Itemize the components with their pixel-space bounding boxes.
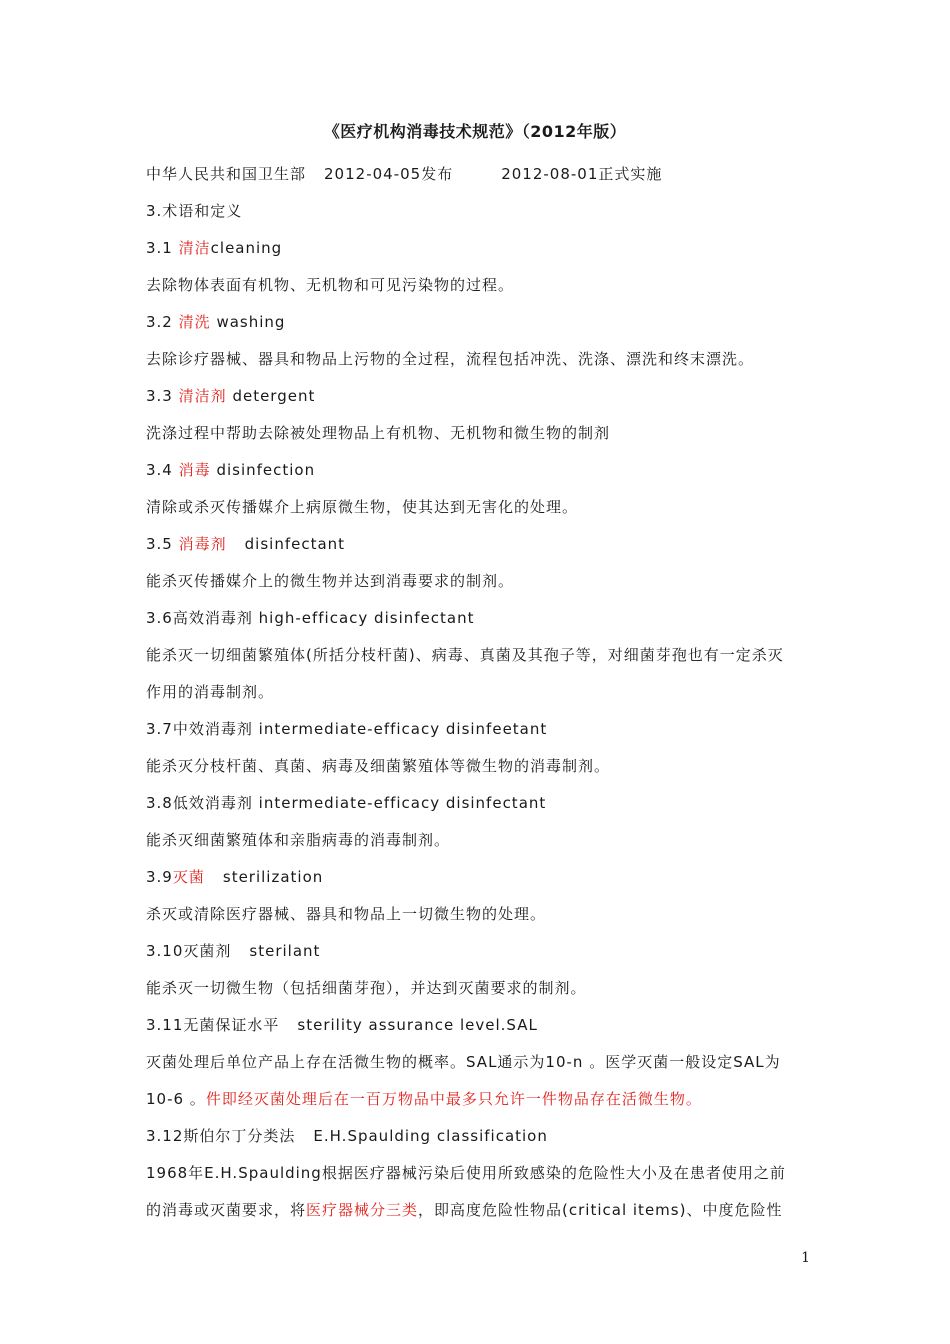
term-heading-3-6: [146, 600, 811, 637]
term-definition-3-8: 能杀灭细菌繁殖体和亲脂病毒的消毒制剂。: [146, 831, 451, 849]
term-heading-3-12: [146, 1118, 811, 1155]
effective-date: 2012-08-01正式实施: [501, 165, 663, 183]
section-heading: 3.术语和定义: [146, 202, 243, 220]
term-name: 消毒: [178, 461, 211, 479]
term-heading-3-7: [146, 711, 811, 748]
term-heading-3-9: [146, 859, 811, 896]
issuer-line: [146, 156, 811, 193]
term-definition-3-10: 能杀灭一切微生物（包括细菌芽孢），并达到灭菌要求的制剂。: [146, 979, 587, 997]
document-title: 《医疗机构消毒技术规范》（2012年版）: [323, 122, 627, 141]
term-english: disinfectant: [244, 535, 346, 553]
definition-highlight: 医疗器械分三类: [306, 1201, 419, 1219]
term-name: 无菌保证水平: [183, 1016, 280, 1034]
term-heading-3-3: [146, 378, 811, 415]
term-definition-3-3: 洗涤过程中帮助去除被处理物品上有机物、无机物和微生物的制剂: [146, 424, 611, 442]
term-name: 清洗: [178, 313, 211, 331]
term-definition-3-6-line-2: 作用的消毒制剂。: [146, 683, 275, 701]
term-english: sterility assurance level.SAL: [297, 1016, 538, 1034]
term-english: disinfection: [216, 461, 316, 479]
term-number: 3.5: [146, 535, 173, 553]
term-english: washing: [216, 313, 286, 331]
term-english: intermediate-efficacy disinfeetant: [258, 720, 548, 738]
definition-plain-a: 的消毒或灭菌要求，将: [146, 1201, 307, 1219]
term-name: 高效消毒剂: [172, 609, 253, 627]
term-heading-3-2: [146, 304, 811, 341]
term-definition-3-4: 清除或杀灭传播媒介上病原微生物，使其达到无害化的处理。: [146, 498, 579, 516]
term-english: high-efficacy disinfectant: [258, 609, 475, 627]
publish-date: 2012-04-05发布: [324, 165, 454, 183]
term-number: 3.11: [146, 1016, 184, 1034]
definition-highlight: 件即经灭菌处理后在一百万物品中最多只允许一件物品存在活微生物。: [205, 1090, 702, 1108]
page-number: 1: [801, 1250, 810, 1266]
term-name: 消毒剂: [178, 535, 227, 553]
term-heading-3-1: [146, 230, 811, 267]
term-number: 3.3: [146, 387, 173, 405]
term-number: 3.1: [146, 239, 173, 257]
term-definition-3-6-line-1: 能杀灭一切细菌繁殖体(所括分枝杆菌)、病毒、真菌及其孢子等，对细菌芽孢也有一定杀灭: [146, 646, 784, 664]
term-definition-3-12-line-1: 1968年E.H.Spaulding根据医疗器械污染后使用所致感染的危险性大小及在患者使用之前: [146, 1164, 786, 1182]
term-name: 清洁剂: [178, 387, 227, 405]
definition-plain-b: ，即高度危险性物品(critical items)、中度危险性: [418, 1201, 783, 1219]
definition-plain: 10-6 。: [146, 1090, 206, 1108]
term-heading-3-10: [146, 933, 811, 970]
term-definition-3-11-line-1: 灭菌处理后单位产品上存在活微生物的概率。SAL通示为10-n 。医学灭菌一般设定SAL为: [146, 1053, 781, 1071]
term-name: 清洁: [178, 239, 211, 257]
term-english: sterilization: [222, 868, 324, 886]
issuer: 中华人民共和国卫生部: [146, 165, 307, 183]
term-number: 3.9: [146, 868, 173, 886]
term-heading-3-4: [146, 452, 811, 489]
term-number: 3.7: [146, 720, 173, 738]
term-name: 斯伯尔丁分类法: [183, 1127, 296, 1145]
term-definition-3-11-line-2: [146, 1081, 811, 1118]
term-number: 3.2: [146, 313, 173, 331]
term-number: 3.8: [146, 794, 173, 812]
term-number: 3.10: [146, 942, 184, 960]
term-heading-3-11: [146, 1007, 811, 1044]
term-english: cleaning: [210, 239, 283, 257]
term-number: 3.4: [146, 461, 173, 479]
term-english: sterilant: [249, 942, 321, 960]
term-definition-3-12-line-2: [146, 1192, 811, 1229]
term-definition-3-1: 去除物体表面有机物、无机物和可见污染物的过程。: [146, 276, 515, 294]
term-heading-3-8: [146, 785, 811, 822]
term-number: 3.12: [146, 1127, 184, 1145]
term-name: 中效消毒剂: [172, 720, 253, 738]
term-definition-3-5: 能杀灭传播媒介上的微生物并达到消毒要求的制剂。: [146, 572, 515, 590]
term-english: intermediate-efficacy disinfectant: [258, 794, 547, 812]
term-heading-3-5: [146, 526, 811, 563]
term-name: 灭菌剂: [183, 942, 232, 960]
term-name: 灭菌: [172, 868, 205, 886]
document-body: [146, 156, 811, 1229]
term-name: 低效消毒剂: [172, 794, 253, 812]
term-definition-3-2: 去除诊疗器械、器具和物品上污物的全过程，流程包括冲洗、洗涤、漂洗和终末漂洗。: [146, 350, 755, 368]
term-definition-3-7: 能杀灭分枝杆菌、真菌、病毒及细菌繁殖体等微生物的消毒制剂。: [146, 757, 611, 775]
term-english: E.H.Spaulding classification: [313, 1127, 548, 1145]
term-english: detergent: [232, 387, 316, 405]
term-number: 3.6: [146, 609, 173, 627]
term-definition-3-9: 杀灭或清除医疗器械、器具和物品上一切微生物的处理。: [146, 905, 547, 923]
